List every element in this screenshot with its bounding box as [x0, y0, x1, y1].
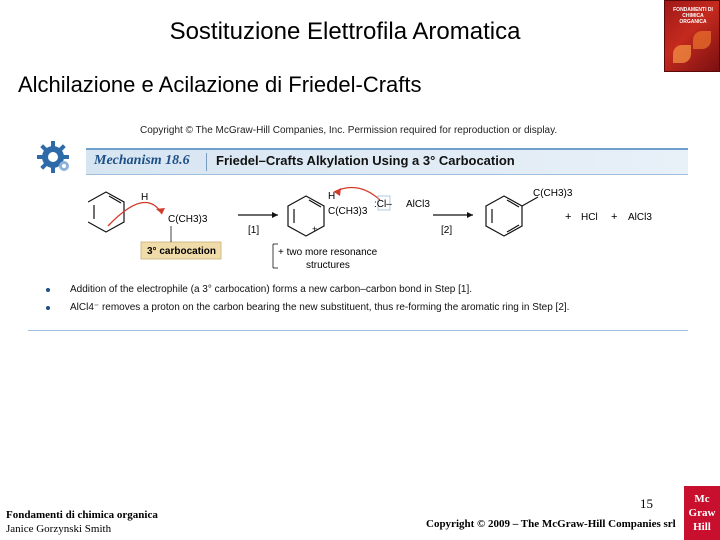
- plus-sign-2: +: [611, 211, 618, 223]
- step1-label: [1]: [248, 225, 260, 236]
- leaf-decoration: [673, 45, 691, 63]
- mechanism-figure: [28, 118, 688, 333]
- bullet-text: AlCl4⁻ removes a proton on the carbon bearing the new substituent, thus re-forming the aromatic ring in Step [2].: [70, 302, 570, 313]
- mechanism-number: Mechanism 18.6: [94, 153, 190, 168]
- chloride-label: :Cl–: [374, 199, 392, 210]
- plus-sign-1: +: [565, 211, 572, 223]
- product-ring: [486, 196, 538, 236]
- bullet-marker: [46, 288, 50, 292]
- alcl3-label-2: AlCl3: [628, 212, 652, 223]
- carbocation-label: 3° carbocation: [147, 246, 217, 257]
- book-cover-image: [664, 0, 720, 72]
- step2-arrowhead: [467, 212, 473, 218]
- header-divider: [206, 153, 207, 171]
- bullet-text: Addition of the electrophile (a 3° carbocation) forms a new carbon–carbon bond in Step [1].: [70, 284, 473, 295]
- arrowhead-1: [156, 208, 165, 214]
- hcl-label: HCl: [581, 212, 598, 223]
- footer-author: Janice Gorzynski Smith: [6, 523, 112, 535]
- bullet-item: [46, 284, 676, 302]
- leaf-decoration: [693, 31, 711, 49]
- plus-charge: +: [312, 224, 318, 234]
- mechanism-bullets: [46, 284, 676, 320]
- slide-title: Sostituzione Elettrofila Aromatica: [169, 18, 521, 45]
- c-ch3-label-2: C(CH3)3: [328, 206, 368, 217]
- mechanism-title: Friedel–Crafts Alkylation Using a 3° Carbocation: [216, 153, 515, 168]
- mcgraw-hill-logo: [684, 486, 720, 540]
- gear-icon: [36, 140, 70, 174]
- h-label-2: H: [328, 191, 336, 202]
- page-number: 15: [640, 496, 653, 511]
- reaction-scheme: [88, 178, 688, 278]
- figure-bottom-rule: [28, 330, 688, 331]
- book-cover-text: FONDAMENTI DI CHIMICA ORGANICA: [673, 7, 713, 25]
- h-label-1: H: [141, 192, 149, 203]
- bullet-marker: [46, 306, 50, 310]
- alcl3-label-1: AlCl3: [406, 199, 430, 210]
- arenium-ring: [288, 196, 324, 236]
- step1-arrowhead: [272, 212, 278, 218]
- slide-subtitle: Alchilazione e Acilazione di Friedel-Crafts: [18, 72, 422, 97]
- footer-book-title: Fondamenti di chimica organica: [6, 509, 158, 521]
- footer-book-info: [6, 508, 158, 536]
- benzene-ring-reactant: [88, 192, 124, 232]
- footer-copyright: Copyright © 2009 – The McGraw-Hill Companies srl: [426, 518, 676, 530]
- figure-copyright: Copyright © The McGraw-Hill Companies, Inc. Permission required for reproduction or display.: [140, 125, 558, 136]
- logo-text-line: Graw: [688, 507, 716, 519]
- bullet-item: [46, 302, 676, 320]
- c-ch3-label-1: C(CH3)3: [168, 214, 208, 225]
- logo-text-line: Hill: [693, 521, 711, 533]
- product-c-ch3-label: C(CH3)3: [533, 188, 573, 199]
- step2-label: [2]: [441, 225, 453, 236]
- curved-arrow-1: [108, 202, 162, 226]
- logo-text-line: Mc: [694, 493, 710, 505]
- resonance-note-line1: + two more resonance: [278, 247, 378, 258]
- resonance-note-line2: structures: [306, 260, 350, 271]
- mechanism-header-bar: [86, 148, 688, 175]
